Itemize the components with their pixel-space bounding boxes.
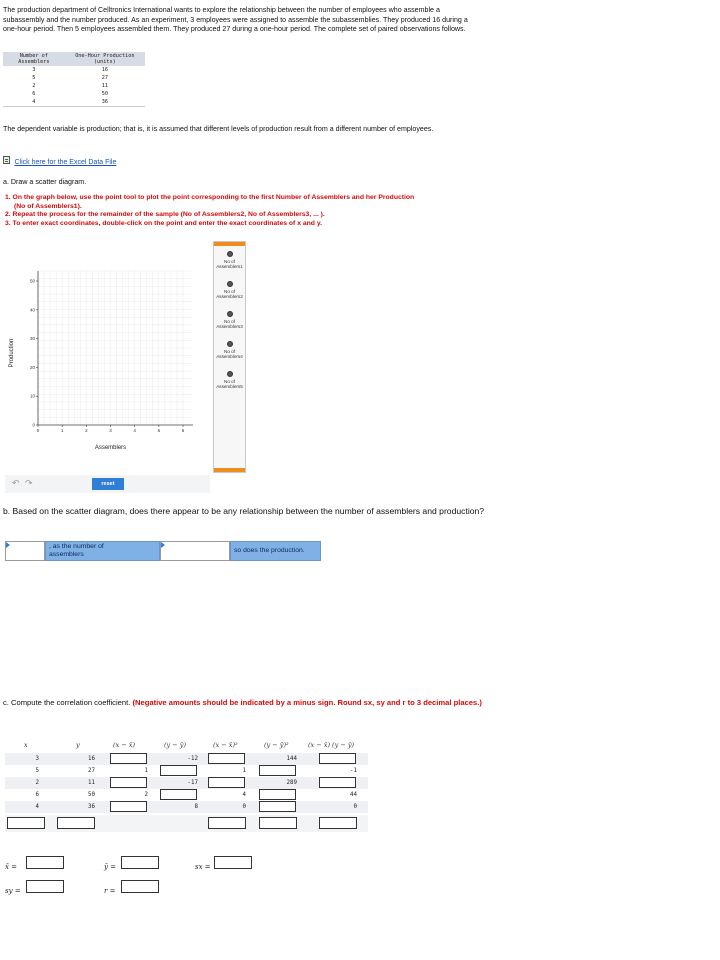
x-tick-label: 6 (181, 428, 185, 433)
header-dx2: (x − x̄)² (213, 741, 238, 749)
x-axis-label: Assemblers (94, 445, 127, 451)
tool-label: No of Assemblers4 (216, 349, 243, 359)
y-value: 11 (88, 780, 95, 786)
dx-value: 1 (144, 768, 148, 774)
panel-bottom-bar (214, 468, 245, 472)
dy2-input[interactable] (259, 801, 296, 812)
x-tick-label: 0 (36, 428, 40, 433)
cell: 4 (3, 98, 65, 107)
x-tick-label: 2 (85, 428, 88, 433)
answer-text-2 (230, 541, 321, 561)
table-row (5, 789, 368, 801)
header-dxdy: (x − x̄) (y − ȳ) (308, 741, 355, 749)
dxdy-value: 44 (350, 792, 357, 798)
cell: 27 (101, 75, 108, 81)
graph-instructions (5, 194, 505, 228)
y-value: 16 (88, 756, 95, 762)
dxdy-input[interactable] (319, 753, 356, 764)
question-c-instructions: (Negative amounts should be indicated by a minus sign. Round sx, sy and r to 3 decimal places.) (132, 698, 482, 707)
cell: 6 (32, 91, 36, 97)
sy-eq (5, 880, 21, 898)
r-input[interactable] (121, 880, 159, 893)
y-tick-label: 0 (32, 422, 35, 428)
dx2-input[interactable] (208, 753, 245, 764)
x-tick-label: 4 (133, 428, 136, 433)
sy-label: sy = (5, 887, 21, 895)
table-row (5, 801, 368, 813)
tool-assemblers-5[interactable] (214, 371, 245, 389)
cell: 50 (101, 91, 108, 97)
header-y: y (76, 741, 80, 749)
question-b: b. Based on the scatter diagram, does there appear to be any relationship between the number of assemblers and production? (3, 506, 485, 516)
dxdy-value: 0 (353, 804, 357, 810)
header-dx: (x − x̄) (113, 741, 135, 749)
undo-icon[interactable]: ↶ (12, 478, 20, 488)
tool-assemblers-4[interactable] (214, 341, 245, 359)
question-c (3, 698, 563, 708)
point-tool-icon (227, 371, 233, 377)
dropdown-relationship-1[interactable] (5, 541, 45, 561)
excel-link-text[interactable]: Click here for the Excel Data File (14, 159, 117, 166)
sum-dy2-input[interactable] (259, 817, 297, 829)
cell: 2 (32, 83, 36, 89)
answer-text-1 (45, 541, 160, 561)
scatter-chart[interactable] (5, 241, 210, 473)
dropdown-arrow-icon (6, 542, 10, 548)
instruction-1b: (No of Assemblers1). (14, 202, 82, 210)
dy-value: -17 (187, 780, 198, 786)
dropdown-arrow-icon (161, 542, 165, 548)
col-header-production: One-Hour Production (units) (65, 52, 145, 66)
header-dy2: (y − ȳ)² (264, 741, 289, 749)
tool-label: No of Assemblers3 (216, 319, 243, 329)
answer-text-2-label: so does the production. (234, 547, 305, 554)
cell: 16 (101, 67, 108, 73)
dy-input[interactable] (160, 789, 197, 800)
paired-observations-table (3, 52, 145, 107)
dx2-value: 4 (242, 792, 246, 798)
table-row (3, 98, 145, 107)
y-axis-label: Production (9, 338, 15, 368)
redo-icon[interactable]: ↷ (25, 478, 33, 488)
problem-intro: The production department of Celltronics International wants to explore the relationship between the number of employees who assemble a subassembly and the number produced. As an experiment, 3 employees were assigned to assemble the subassemblies. They produced 16 during a one-hour period. Then 5 employees assembled them. They produced 27 during a one-hour period. The complete set of paired observations follows. (3, 6, 468, 34)
dx2-value: 1 (242, 768, 246, 774)
point-tool-icon (227, 281, 233, 287)
point-tool-panel (213, 241, 246, 473)
table-row (5, 765, 368, 777)
table-row (5, 753, 368, 765)
question-a: a. Draw a scatter diagram. (3, 178, 87, 186)
cell: 5 (32, 75, 36, 81)
dy2-value: 289 (286, 780, 297, 786)
dependent-variable-text: The dependent variable is production; that is, it is assumed that different levels of production result from a different number of employees. (3, 125, 434, 133)
instruction-3: 3. To enter exact coordinates, double-click on the point and enter the exact coordinates of x and y. (5, 219, 323, 227)
table-row (3, 82, 145, 90)
dy-input[interactable] (160, 765, 197, 776)
tool-assemblers-2[interactable] (214, 281, 245, 299)
excel-file-icon (3, 156, 10, 164)
tool-assemblers-1[interactable] (214, 251, 245, 269)
sum-x-input[interactable] (7, 817, 45, 829)
point-tool-icon (227, 311, 233, 317)
xbar-input[interactable] (26, 856, 64, 869)
r-label: r = (104, 887, 116, 895)
dy-value: 8 (194, 804, 198, 810)
point-tool-icon (227, 251, 233, 257)
tool-label: No of Assemblers2 (216, 289, 243, 299)
x-tick-label: 5 (157, 428, 161, 433)
graph-background (5, 241, 210, 473)
sy-input[interactable] (26, 880, 64, 893)
dx-input[interactable] (110, 753, 147, 764)
sum-dx2-input[interactable] (208, 817, 246, 829)
dy2-input[interactable] (259, 765, 296, 776)
reset-button[interactable]: reset (92, 478, 124, 490)
x-value: 4 (35, 804, 39, 810)
y-value: 36 (88, 804, 95, 810)
instruction-2: 2. Repeat the process for the remainder of the sample (No of Assemblers2, No of Assemblers3, ... ). (5, 211, 325, 219)
ybar-input[interactable] (121, 856, 159, 869)
dx2-input[interactable] (208, 777, 245, 788)
sx-eq (195, 856, 211, 874)
x-value: 5 (35, 768, 39, 774)
dy2-input[interactable] (259, 789, 296, 800)
x-value: 3 (35, 756, 39, 762)
y-value: 50 (88, 792, 95, 798)
y-tick-label: 10 (29, 393, 35, 399)
dy2-value: 144 (286, 756, 297, 762)
cell: 3 (32, 67, 36, 73)
dx2-value: 0 (242, 804, 246, 810)
y-tick-label: 20 (29, 364, 35, 370)
x-value: 2 (35, 780, 39, 786)
r-eq (104, 880, 115, 898)
xbar-label: x̄ = (5, 863, 18, 871)
scatter-graph-area[interactable] (5, 241, 210, 473)
xbar-eq (5, 856, 17, 874)
sx-input[interactable] (214, 856, 252, 869)
x-tick-label: 1 (60, 428, 64, 433)
y-tick-label: 50 (29, 278, 35, 284)
answer-text-1-label: , as the number of assemblers (49, 543, 104, 558)
tool-label: No of Assemblers5 (216, 379, 243, 389)
dxdy-input[interactable] (319, 777, 356, 788)
sum-dxdy-input[interactable] (319, 817, 357, 829)
tool-label: No of Assemblers1 (216, 259, 243, 269)
table-row (3, 90, 145, 98)
question-c-text: c. Compute the correlation coefficient. (3, 698, 131, 707)
sum-y-input[interactable] (57, 817, 95, 829)
header-dy: (y − ȳ) (164, 741, 186, 749)
dx-value: 2 (144, 792, 148, 798)
dx-input[interactable] (110, 777, 147, 788)
cell: 36 (65, 98, 145, 107)
cell: 11 (101, 83, 108, 89)
excel-link[interactable] (3, 151, 116, 169)
ybar-label: ȳ = (104, 863, 117, 871)
instruction-1: 1. On the graph below, use the point tool to plot the point corresponding to the first Number of Assemblers and her Production (5, 194, 415, 201)
dxdy-value: -1 (350, 768, 357, 774)
header-x: x (24, 741, 28, 749)
totals-row (5, 815, 368, 832)
y-tick-label: 40 (29, 307, 35, 313)
sx-label: sx = (195, 863, 211, 871)
table-row (5, 777, 368, 789)
col-header-assemblers: Number of Assemblers (3, 52, 65, 66)
table-row (3, 74, 145, 82)
y-tick-label: 30 (29, 336, 35, 342)
point-tool-icon (227, 341, 233, 347)
table-row (3, 66, 145, 74)
x-value: 6 (35, 792, 39, 798)
tool-assemblers-3[interactable] (214, 311, 245, 329)
dropdown-relationship-2[interactable] (160, 541, 230, 561)
y-value: 27 (88, 768, 95, 774)
x-tick-label: 3 (109, 428, 112, 433)
dx-input[interactable] (110, 801, 147, 812)
panel-top-bar (214, 242, 245, 246)
dy-value: -12 (187, 756, 198, 762)
ybar-eq (104, 856, 116, 874)
